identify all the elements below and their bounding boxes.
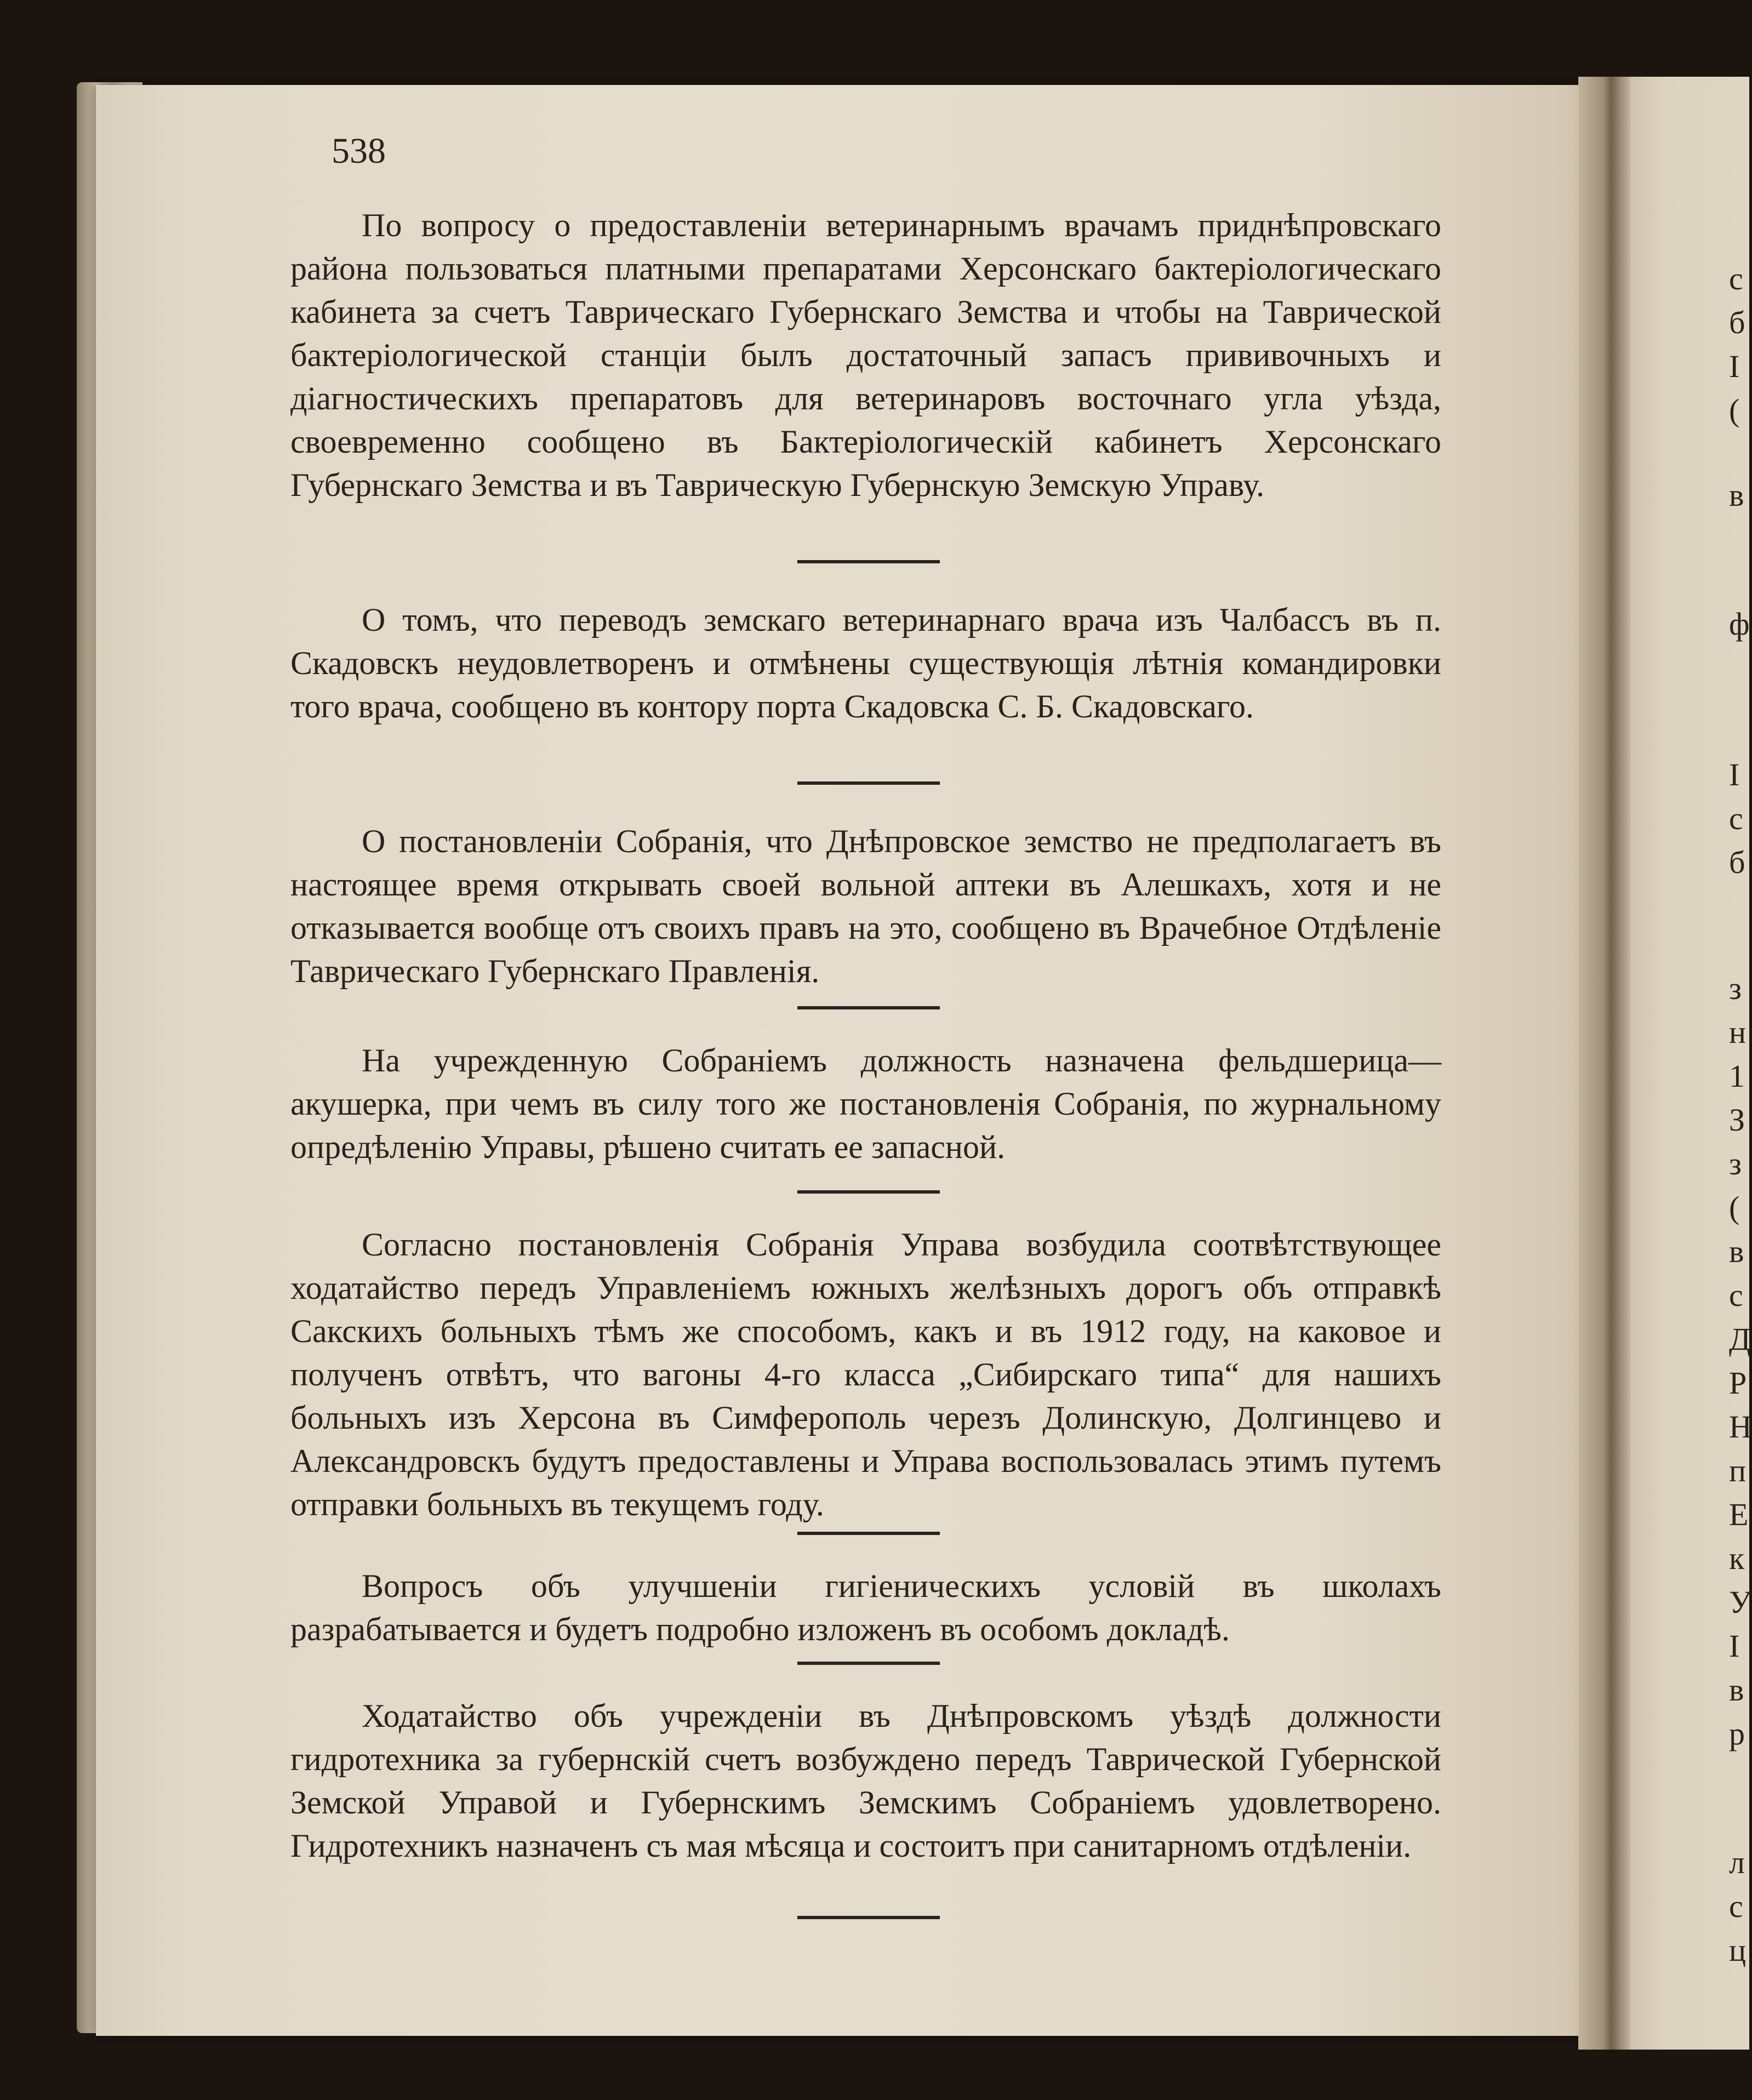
section-divider <box>797 1006 940 1009</box>
facing-page-fragment: У <box>1729 1584 1752 1620</box>
paragraph-railway-petition: Согласно постановленія Собранія Управа возбудила соотвѣтствующее ходатайство передъ Управленіемъ южныхъ желѣзныхъ дорогъ объ отправкѣ Сакскихъ больныхъ тѣмъ же способомъ, какъ и въ 1912 году, на каковое и полученъ отвѣтъ, что вагоны 4-го класса „Сибирскаго типа“ для нашихъ больныхъ изъ Херсона въ Симферополь черезъ Долинскую, Долгинцево и Александровскъ будутъ предоставлены и Управа воспользовалась этимъ путемъ отправки больныхъ въ текущемъ году. <box>290 1226 1441 1522</box>
facing-page-fragment: Д <box>1729 1321 1751 1357</box>
facing-page-fragment: з <box>1729 1146 1742 1182</box>
facing-page-fragment: ф <box>1729 606 1750 642</box>
paragraph-hydrotechnician: Ходатайство объ учрежденіи въ Днѣпровскомъ уѣздѣ должности гидротехника за губернскій счетъ возбуждено передъ Таврической Губернской Земской Управой и Губернскимъ Земскимъ Собраніемъ удовлетворено. Гидротехникъ назначенъ съ мая мѣсяца и состоитъ при санитарномъ отдѣленіи. <box>290 1698 1441 1864</box>
facing-page-fragment: в <box>1729 477 1744 513</box>
section-divider <box>797 1532 940 1535</box>
facing-page-fragment: к <box>1729 1540 1745 1576</box>
facing-page-fragment: I <box>1729 757 1740 792</box>
paragraph-veterinarian-transfer: О томъ, что переводъ земскаго ветеринарнаго врача изъ Чалбассъ въ п. Скадовскъ неудовлетворенъ и отмѣнены существующія лѣтнія командировки того врача, сообщено въ контору порта Скадовска С. Б. Скадовскаго. <box>290 602 1441 724</box>
facing-page-fragment: ( <box>1729 1190 1740 1225</box>
paragraph-pharmacy: О постановленіи Собранія, что Днѣпровское земство не предполагаетъ въ настоящее время открывать своей вольной аптеки въ Алешкахъ, хотя и не отказывается вообще отъ своихъ правъ на это, сообщено въ Врачебное Отдѣленіе Таврическаго Губернскаго Правленія. <box>290 823 1441 989</box>
facing-page-fragment: I <box>1729 349 1740 384</box>
facing-page-fragment: с <box>1729 801 1743 836</box>
facing-page-fragment: р <box>1729 1716 1745 1751</box>
facing-page-fragment: п <box>1729 1453 1747 1488</box>
facing-page-fragment: I <box>1729 1628 1740 1664</box>
facing-page-fragment: Е <box>1729 1497 1749 1532</box>
section-divider <box>797 1662 940 1665</box>
facing-page-fragment: ц <box>1729 1932 1747 1968</box>
facing-page-fragment: л <box>1729 1845 1745 1880</box>
section-divider <box>797 781 940 785</box>
facing-page-fragment: в <box>1729 1672 1744 1708</box>
facing-page-fragment: в <box>1729 1234 1744 1269</box>
facing-page-fragment: с <box>1729 1888 1743 1924</box>
facing-page-fragment: Н <box>1729 1409 1752 1445</box>
facing-page-fragment: н <box>1729 1014 1747 1050</box>
section-divider <box>797 560 940 563</box>
section-divider <box>797 1190 940 1194</box>
facing-page-fragment: з <box>1729 971 1742 1006</box>
book-gutter <box>1578 77 1633 2050</box>
facing-page-fragment: 1 <box>1729 1058 1745 1094</box>
paragraph-midwife: На учрежденную Собраніемъ должность назначена фельдшерица—акушерка, при чемъ въ силу того же постановленія Собранія, по журнальному опредѣленію Управы, рѣшено считать ее запасной. <box>290 1042 1441 1165</box>
section-divider <box>797 1916 940 1919</box>
facing-page-fragment: Р <box>1729 1365 1747 1401</box>
facing-page-edge <box>1630 77 1752 2050</box>
paragraph-veterinary-preparations: По вопросу о предоставленіи ветеринарнымъ врачамъ приднѣпровскаго района пользоваться платными препаратами Херсонскаго бактеріологическаго кабинета за счетъ Таврическаго Губернскаго Земства и чтобы на Таврической бактеріологической станціи былъ достаточный запасъ прививочныхъ и діагностическихъ препаратовъ для ветеринаровъ восточнаго угла уѣзда, своевременно сообщено въ Бактеріологическій кабинетъ Херсонскаго Губернскаго Земства и въ Таврическую Губернскую Земскую Управу. <box>290 207 1441 503</box>
facing-page-fragment: с <box>1729 261 1743 296</box>
facing-page-fragment: б <box>1729 305 1745 340</box>
facing-page-fragment: б <box>1729 844 1745 880</box>
facing-page-fragment: с <box>1729 1277 1743 1313</box>
paragraph-school-hygiene: Вопросъ объ улучшеніи гигіеническихъ условій въ школахъ разрабатывается и будетъ подробно изложенъ въ особомъ докладѣ. <box>290 1568 1441 1647</box>
facing-page-fragment: З <box>1729 1102 1745 1138</box>
page-number: 538 <box>332 131 386 171</box>
facing-page-fragment: ( <box>1729 392 1740 428</box>
